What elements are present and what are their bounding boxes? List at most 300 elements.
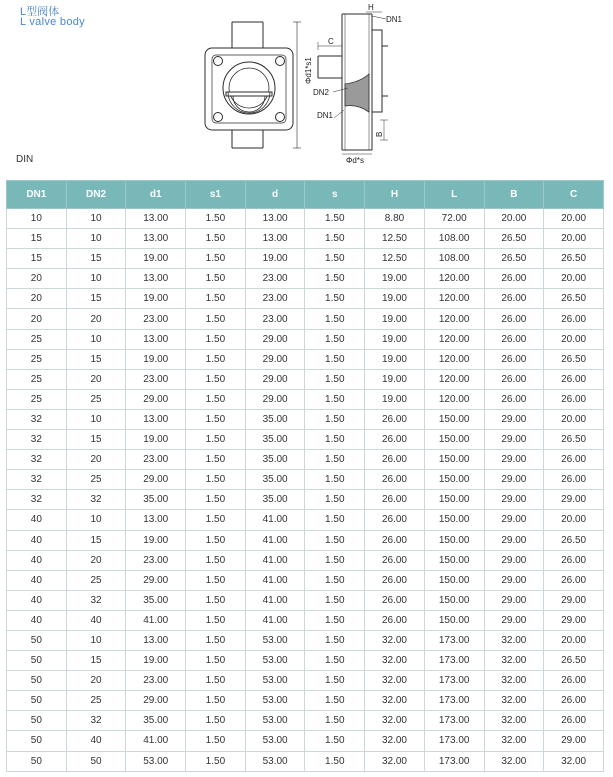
table-cell: 32.00: [484, 651, 544, 671]
table-cell: 23.00: [126, 450, 186, 470]
table-cell: 150.00: [424, 550, 484, 570]
table-cell: 1.50: [186, 510, 246, 530]
table-cell: 1.50: [186, 209, 246, 229]
table-cell: 1.50: [186, 349, 246, 369]
table-cell: 29.00: [484, 590, 544, 610]
table-cell: 1.50: [305, 329, 365, 349]
table-cell: 120.00: [424, 369, 484, 389]
table-cell: 15: [66, 530, 126, 550]
table-cell: 26.00: [544, 671, 604, 691]
table-cell: 25: [66, 570, 126, 590]
table-cell: 53.00: [126, 751, 186, 771]
table-cell: 32.00: [484, 731, 544, 751]
table-cell: 1.50: [305, 590, 365, 610]
table-cell: 26.00: [365, 470, 425, 490]
standard-label: DIN: [16, 154, 34, 165]
table-cell: 32.00: [484, 751, 544, 771]
table-cell: 173.00: [424, 751, 484, 771]
front-view: [205, 22, 301, 148]
table-cell: 53.00: [245, 711, 305, 731]
table-row: [7, 550, 604, 570]
table-cell: 29.00: [484, 510, 544, 530]
table-cell: 41.00: [245, 610, 305, 630]
table-cell: 20.00: [544, 329, 604, 349]
table-cell: 29.00: [245, 329, 305, 349]
table-cell: 1.50: [305, 269, 365, 289]
table-cell: 29.00: [245, 389, 305, 409]
table-cell: 1.50: [305, 711, 365, 731]
table-cell: 8.80: [365, 209, 425, 229]
table-cell: 35.00: [245, 450, 305, 470]
table-cell: 40: [7, 550, 67, 570]
table-cell: 1.50: [305, 550, 365, 570]
table-cell: 1.50: [186, 369, 246, 389]
table-cell: 26.00: [365, 409, 425, 429]
label-dn1-bottom: DN1: [317, 111, 334, 120]
table-cell: 120.00: [424, 389, 484, 409]
table-cell: 10: [66, 209, 126, 229]
table-cell: 150.00: [424, 409, 484, 429]
table-cell: 13.00: [126, 409, 186, 429]
table-row: [7, 430, 604, 450]
table-cell: 20.00: [544, 229, 604, 249]
table-cell: 40: [7, 610, 67, 630]
table-cell: 32.00: [365, 691, 425, 711]
table-cell: 29.00: [484, 570, 544, 590]
table-cell: 20: [7, 269, 67, 289]
label-dn2: DN2: [313, 88, 330, 97]
table-cell: 32.00: [365, 751, 425, 771]
table-cell: 29.00: [484, 490, 544, 510]
table-cell: 13.00: [126, 630, 186, 650]
table-row: [7, 671, 604, 691]
table-cell: 10: [66, 329, 126, 349]
table-cell: 35.00: [126, 590, 186, 610]
table-cell: 15: [66, 651, 126, 671]
table-cell: 1.50: [305, 209, 365, 229]
table-cell: 29.00: [484, 430, 544, 450]
table-cell: 23.00: [245, 269, 305, 289]
table-cell: 50: [7, 630, 67, 650]
table-row: [7, 289, 604, 309]
table-cell: 19.00: [365, 369, 425, 389]
table-cell: 40: [7, 590, 67, 610]
table-cell: 15: [7, 229, 67, 249]
table-cell: 41.00: [245, 570, 305, 590]
table-cell: 1.50: [305, 530, 365, 550]
table-cell: 26.50: [544, 530, 604, 550]
table-row: [7, 530, 604, 550]
table-cell: 173.00: [424, 711, 484, 731]
table-cell: 41.00: [245, 590, 305, 610]
table-cell: 32.00: [365, 630, 425, 650]
table-cell: 32: [7, 409, 67, 429]
table-cell: 40: [66, 610, 126, 630]
table-cell: 1.50: [305, 731, 365, 751]
column-header: d: [245, 181, 305, 209]
table-cell: 25: [7, 369, 67, 389]
table-cell: 13.00: [126, 229, 186, 249]
table-row: [7, 309, 604, 329]
table-row: [7, 590, 604, 610]
table-cell: 150.00: [424, 530, 484, 550]
table-cell: 29.00: [126, 691, 186, 711]
table-cell: 25: [7, 349, 67, 369]
table-cell: 1.50: [305, 610, 365, 630]
table-cell: 1.50: [305, 289, 365, 309]
table-cell: 32.00: [544, 751, 604, 771]
table-cell: 29.00: [484, 550, 544, 570]
table-cell: 32: [66, 490, 126, 510]
table-cell: 25: [66, 470, 126, 490]
table-cell: 1.50: [305, 409, 365, 429]
table-cell: 1.50: [305, 691, 365, 711]
table-cell: 26.00: [544, 450, 604, 470]
table-cell: 26.00: [365, 590, 425, 610]
table-cell: 29.00: [544, 590, 604, 610]
table-cell: 1.50: [186, 389, 246, 409]
table-body: [7, 209, 604, 772]
table-cell: 1.50: [305, 349, 365, 369]
column-header: L: [424, 181, 484, 209]
table-cell: 26.00: [544, 711, 604, 731]
table-cell: 26.50: [484, 249, 544, 269]
table-cell: 12.50: [365, 229, 425, 249]
table-cell: 1.50: [186, 590, 246, 610]
table-cell: 26.50: [544, 651, 604, 671]
table-cell: 20.00: [544, 209, 604, 229]
table-cell: 32.00: [365, 731, 425, 751]
table-cell: 19.00: [245, 249, 305, 269]
table-cell: 19.00: [126, 651, 186, 671]
table-cell: 150.00: [424, 510, 484, 530]
table-cell: 50: [7, 731, 67, 751]
table-cell: 173.00: [424, 691, 484, 711]
table-cell: 150.00: [424, 470, 484, 490]
column-header: s: [305, 181, 365, 209]
column-header: s1: [186, 181, 246, 209]
table-cell: 72.00: [424, 209, 484, 229]
table-cell: 26.00: [484, 349, 544, 369]
table-cell: 10: [66, 630, 126, 650]
table-cell: 23.00: [245, 289, 305, 309]
label-c: C: [328, 37, 334, 46]
table-cell: 29.00: [484, 470, 544, 490]
table-cell: 150.00: [424, 610, 484, 630]
table-cell: 35.00: [245, 490, 305, 510]
table-cell: 26.00: [544, 369, 604, 389]
table-row: [7, 570, 604, 590]
table-cell: 29.00: [126, 470, 186, 490]
table-cell: 50: [7, 651, 67, 671]
table-cell: 1.50: [305, 490, 365, 510]
table-cell: 26.00: [365, 450, 425, 470]
table-cell: 1.50: [186, 671, 246, 691]
table-cell: 15: [66, 430, 126, 450]
table-cell: 1.50: [305, 389, 365, 409]
table-cell: 150.00: [424, 490, 484, 510]
table-cell: 19.00: [365, 329, 425, 349]
table-cell: 26.50: [544, 289, 604, 309]
table-cell: 1.50: [186, 731, 246, 751]
table-cell: 13.00: [126, 209, 186, 229]
table-cell: 26.00: [365, 610, 425, 630]
table-cell: 40: [7, 570, 67, 590]
table-cell: 35.00: [126, 490, 186, 510]
table-cell: 1.50: [186, 409, 246, 429]
table-cell: 1.50: [186, 570, 246, 590]
column-header: DN2: [66, 181, 126, 209]
table-cell: 29.00: [484, 409, 544, 429]
table-cell: 19.00: [365, 309, 425, 329]
table-cell: 10: [7, 209, 67, 229]
table-cell: 19.00: [126, 349, 186, 369]
table-cell: 26.50: [484, 229, 544, 249]
table-cell: 53.00: [245, 731, 305, 751]
table-cell: 50: [7, 711, 67, 731]
table-header-row: [7, 181, 604, 209]
table-cell: 19.00: [126, 430, 186, 450]
table-cell: 26.00: [484, 309, 544, 329]
table-cell: 120.00: [424, 269, 484, 289]
table-cell: 1.50: [186, 289, 246, 309]
table-cell: 20.00: [544, 409, 604, 429]
table-cell: 108.00: [424, 249, 484, 269]
table-cell: 150.00: [424, 450, 484, 470]
table-cell: 26.00: [544, 389, 604, 409]
table-row: [7, 409, 604, 429]
table-cell: 32: [66, 711, 126, 731]
table-cell: 32: [7, 470, 67, 490]
table-cell: 20: [7, 289, 67, 309]
table-cell: 173.00: [424, 630, 484, 650]
table-cell: 13.00: [126, 269, 186, 289]
table-cell: 41.00: [126, 731, 186, 751]
table-cell: 10: [66, 269, 126, 289]
table-cell: 26.00: [544, 309, 604, 329]
dimension-table: [6, 180, 604, 772]
table-cell: 1.50: [305, 309, 365, 329]
table-cell: 29.00: [245, 369, 305, 389]
table-cell: 19.00: [126, 289, 186, 309]
table-cell: 120.00: [424, 289, 484, 309]
table-cell: 26.00: [365, 550, 425, 570]
table-cell: 19.00: [126, 530, 186, 550]
table-cell: 53.00: [245, 630, 305, 650]
table-row: [7, 470, 604, 490]
table-cell: 1.50: [305, 570, 365, 590]
table-cell: 26.00: [484, 289, 544, 309]
table-cell: 23.00: [126, 671, 186, 691]
table-cell: 150.00: [424, 570, 484, 590]
table-cell: 26.00: [365, 570, 425, 590]
table-cell: 108.00: [424, 229, 484, 249]
table-row: [7, 651, 604, 671]
table-cell: 32: [66, 590, 126, 610]
table-cell: 26.00: [484, 269, 544, 289]
table-row: [7, 610, 604, 630]
table-cell: 29.00: [544, 490, 604, 510]
table-cell: 26.50: [544, 349, 604, 369]
table-cell: 50: [7, 751, 67, 771]
table-cell: 1.50: [186, 651, 246, 671]
table-cell: 1.50: [186, 691, 246, 711]
table-cell: 20: [7, 309, 67, 329]
page-title-english: L valve body: [20, 16, 85, 28]
table-cell: 1.50: [186, 470, 246, 490]
table-cell: 40: [66, 731, 126, 751]
table-cell: 23.00: [126, 309, 186, 329]
table-cell: 20.00: [544, 630, 604, 650]
table-cell: 10: [66, 229, 126, 249]
table-cell: 32: [7, 490, 67, 510]
table-cell: 50: [66, 751, 126, 771]
table-cell: 32.00: [365, 671, 425, 691]
table-cell: 53.00: [245, 691, 305, 711]
table-row: [7, 269, 604, 289]
table-cell: 10: [66, 510, 126, 530]
table-cell: 26.00: [365, 430, 425, 450]
column-header: DN1: [7, 181, 67, 209]
table-row: [7, 209, 604, 229]
table-cell: 1.50: [305, 651, 365, 671]
table-cell: 32.00: [365, 711, 425, 731]
column-header: C: [544, 181, 604, 209]
table-cell: 35.00: [245, 430, 305, 450]
table-cell: 13.00: [126, 329, 186, 349]
column-header: B: [484, 181, 544, 209]
table-cell: 29.00: [126, 389, 186, 409]
table-cell: 1.50: [305, 450, 365, 470]
table-cell: 23.00: [126, 550, 186, 570]
table-cell: 1.50: [305, 369, 365, 389]
table-cell: 41.00: [245, 550, 305, 570]
table-cell: 32: [7, 450, 67, 470]
table-cell: 120.00: [424, 329, 484, 349]
table-cell: 1.50: [186, 329, 246, 349]
table-cell: 1.50: [305, 671, 365, 691]
table-cell: 41.00: [245, 530, 305, 550]
table-cell: 1.50: [305, 510, 365, 530]
label-d1-s1: Φd1*s1: [304, 57, 313, 84]
table-cell: 26.00: [484, 369, 544, 389]
table-cell: 20.00: [484, 209, 544, 229]
table-cell: 53.00: [245, 671, 305, 691]
valve-technical-drawing: [0, 0, 613, 170]
table-cell: 25: [7, 329, 67, 349]
label-d-s: Φd*s: [346, 156, 364, 165]
table-cell: 35.00: [245, 409, 305, 429]
table-cell: 41.00: [126, 610, 186, 630]
table-row: [7, 329, 604, 349]
table-cell: 12.50: [365, 249, 425, 269]
table-cell: 26.00: [544, 550, 604, 570]
table-cell: 25: [66, 389, 126, 409]
table-row: [7, 731, 604, 751]
table-cell: 20: [66, 450, 126, 470]
table-cell: 25: [7, 389, 67, 409]
table-cell: 26.00: [484, 329, 544, 349]
table-cell: 26.00: [544, 570, 604, 590]
table-cell: 32.00: [484, 630, 544, 650]
table-cell: 1.50: [186, 249, 246, 269]
table-cell: 32: [7, 430, 67, 450]
table-cell: 1.50: [186, 530, 246, 550]
table-cell: 53.00: [245, 751, 305, 771]
table-cell: 32.00: [484, 691, 544, 711]
table-cell: 20: [66, 309, 126, 329]
table-cell: 1.50: [305, 751, 365, 771]
table-cell: 29.00: [544, 731, 604, 751]
table-cell: 20.00: [544, 269, 604, 289]
table-cell: 20: [66, 550, 126, 570]
table-cell: 1.50: [305, 430, 365, 450]
table-row: [7, 349, 604, 369]
label-h: H: [368, 3, 374, 12]
table-cell: 1.50: [305, 249, 365, 269]
table-cell: 1.50: [186, 711, 246, 731]
table-cell: 150.00: [424, 590, 484, 610]
column-header: H: [365, 181, 425, 209]
table-cell: 25: [66, 691, 126, 711]
table-row: [7, 450, 604, 470]
table-cell: 173.00: [424, 651, 484, 671]
column-header: d1: [126, 181, 186, 209]
table-cell: 19.00: [365, 349, 425, 369]
table-cell: 20.00: [544, 510, 604, 530]
table-cell: 1.50: [305, 229, 365, 249]
table-cell: 120.00: [424, 309, 484, 329]
table-cell: 29.00: [484, 610, 544, 630]
table-cell: 1.50: [186, 269, 246, 289]
table-cell: 1.50: [186, 490, 246, 510]
table-cell: 26.00: [544, 470, 604, 490]
table-row: [7, 490, 604, 510]
table-cell: 50: [7, 671, 67, 691]
table-row: [7, 630, 604, 650]
table-row: [7, 389, 604, 409]
table-cell: 13.00: [245, 229, 305, 249]
table-cell: 15: [66, 249, 126, 269]
table-row: [7, 229, 604, 249]
table-cell: 1.50: [305, 630, 365, 650]
table-row: [7, 711, 604, 731]
table-cell: 29.00: [544, 610, 604, 630]
table-cell: 32.00: [484, 711, 544, 731]
table-cell: 19.00: [365, 269, 425, 289]
table-cell: 15: [66, 289, 126, 309]
table-row: [7, 691, 604, 711]
table-cell: 26.00: [365, 510, 425, 530]
table-cell: 1.50: [186, 751, 246, 771]
table-cell: 1.50: [186, 309, 246, 329]
label-b: B: [375, 131, 384, 137]
table-cell: 40: [7, 530, 67, 550]
table-cell: 29.00: [484, 450, 544, 470]
table-row: [7, 249, 604, 269]
table-cell: 173.00: [424, 731, 484, 751]
table-cell: 13.00: [245, 209, 305, 229]
table-cell: 15: [7, 249, 67, 269]
table-cell: 20: [66, 369, 126, 389]
table-cell: 19.00: [126, 249, 186, 269]
table-cell: 1.50: [186, 610, 246, 630]
table-cell: 29.00: [484, 530, 544, 550]
table-cell: 1.50: [186, 430, 246, 450]
label-dn1-top: DN1: [386, 15, 403, 24]
table-cell: 26.50: [544, 430, 604, 450]
table-cell: 13.00: [126, 510, 186, 530]
